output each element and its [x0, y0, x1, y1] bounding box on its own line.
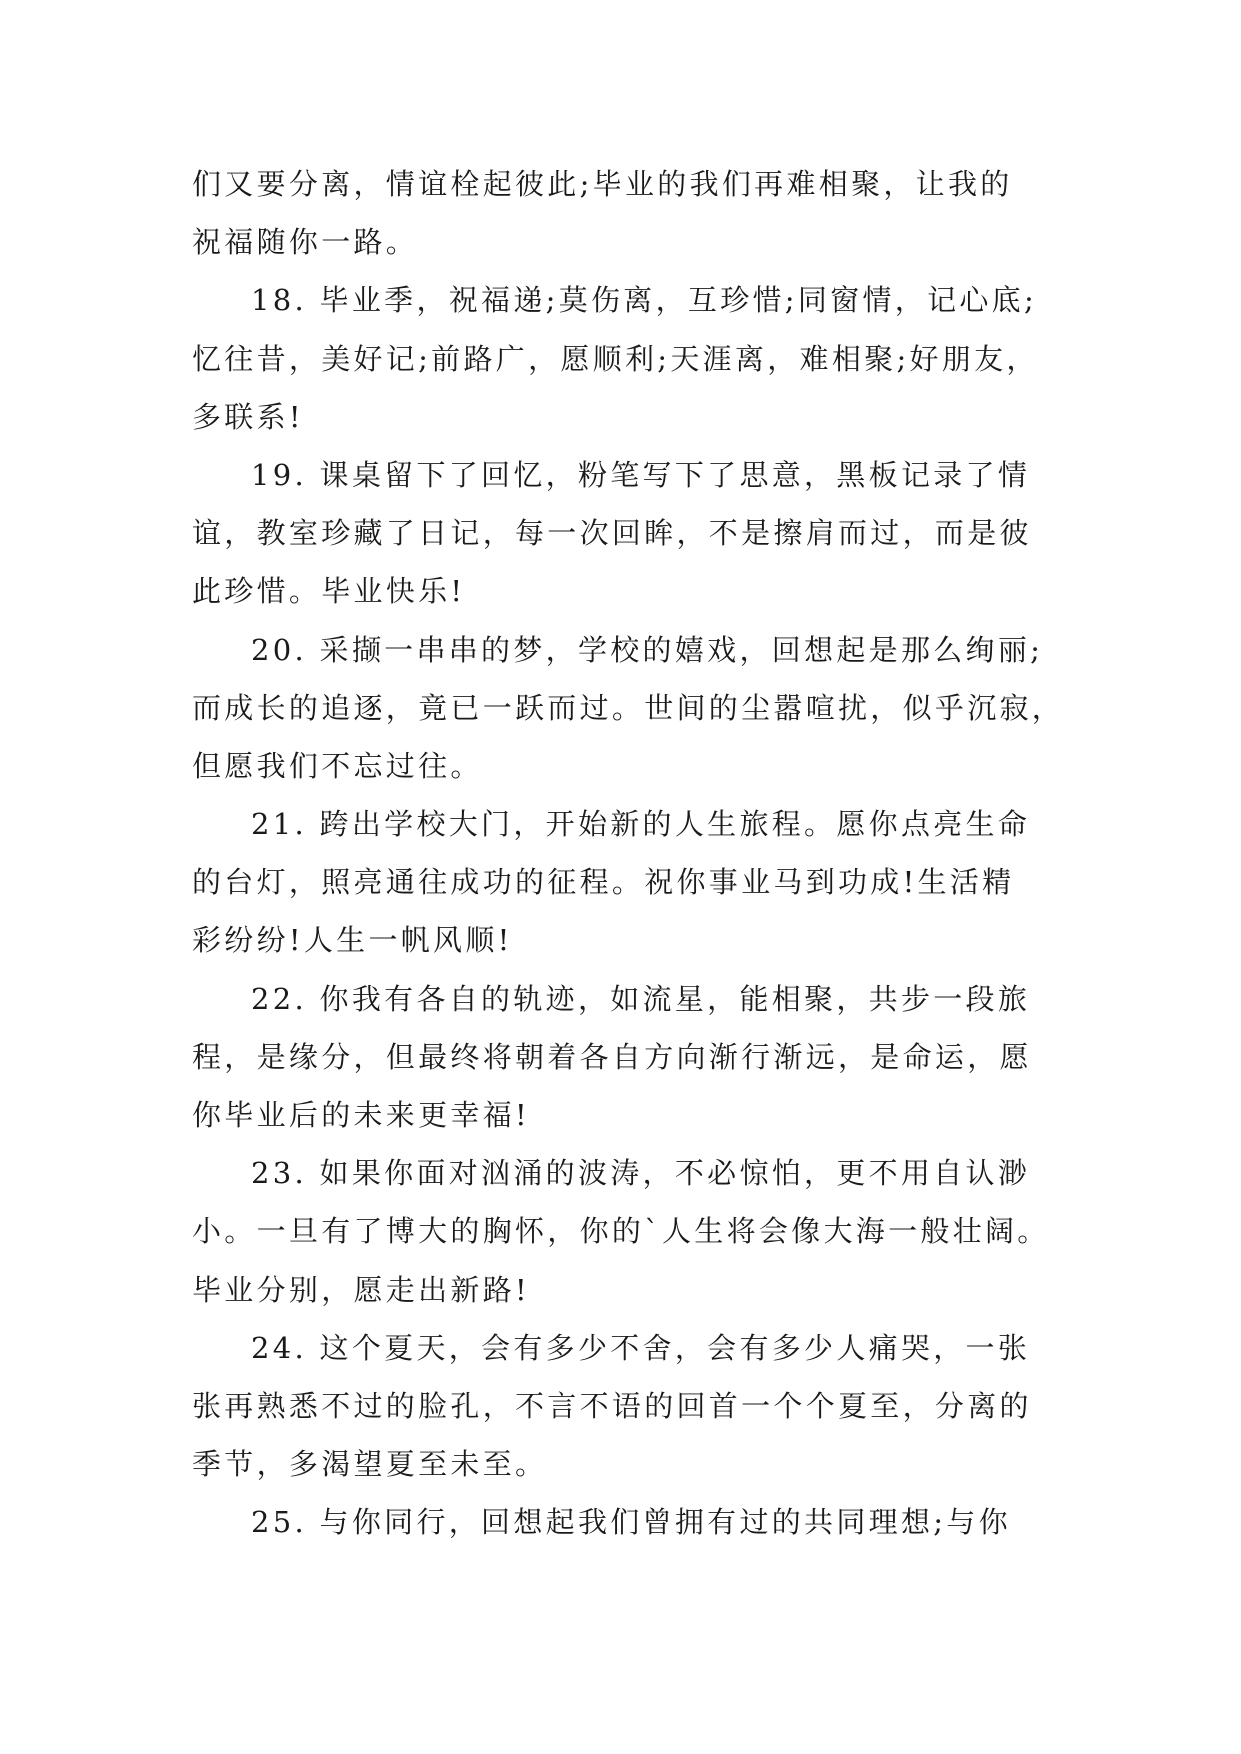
text-line: 张再熟悉不过的脸孔，不言不语的回首一个个夏至，分离的 — [192, 1388, 1032, 1423]
text-line: 忆往昔，美好记;前路广，愿顺利;天涯离，难相聚;好朋友， — [192, 341, 1039, 376]
document-body — [192, 155, 1067, 1552]
text-line: 多联系! — [192, 399, 304, 434]
paragraph-18-start: 18. 毕业季，祝福递;莫伤离，互珍惜;同窗情，记心底; — [251, 283, 1038, 318]
text-line: 彩纷纷!人生一帆风顺! — [192, 923, 513, 958]
paragraph-22-start: 22. 你我有各自的轨迹，如流星，能相聚，共步一段旅 — [251, 981, 1031, 1016]
text-line: 小。一旦有了博大的胸怀，你的`人生将会像大海一般壮阔。 — [192, 1214, 1050, 1249]
text-line: 而成长的追逐，竟已一跃而过。世间的尘嚣喧扰，似乎沉寂， — [192, 690, 1065, 725]
paragraph-25-start: 25. 与你同行，回想起我们曾拥有过的共同理想;与你 — [251, 1505, 1011, 1540]
text-line: 此珍惜。毕业快乐! — [192, 574, 466, 609]
paragraph-20-start: 20. 采撷一串串的梦，学校的嬉戏，回想起是那么绚丽; — [251, 632, 1044, 667]
text-line: 祝福随你一路。 — [192, 225, 419, 260]
text-line: 但愿我们不忘过往。 — [192, 748, 483, 783]
paragraph-23-start: 23. 如果你面对汹涌的波涛，不必惊怕，更不用自认渺 — [251, 1156, 1031, 1191]
paragraph-24-start: 24. 这个夏天，会有多少不舍，会有多少人痛哭，一张 — [251, 1330, 1031, 1365]
text-line: 你毕业后的未来更幸福! — [192, 1098, 530, 1132]
text-line: 的台灯，照亮通往成功的征程。祝你事业马到功成!生活精 — [192, 865, 1015, 900]
paragraph-21-start: 21. 跨出学校大门，开始新的人生旅程。愿你点亮生命 — [251, 807, 1031, 842]
text-line: 们又要分离，情谊栓起彼此;毕业的我们再难相聚，让我的 — [192, 167, 1013, 201]
text-line: 谊，教室珍藏了日记，每一次回眸，不是擦肩而过，而是彼 — [192, 516, 1032, 551]
paragraph-19-start: 19. 课桌留下了回忆，粉笔写下了思意，黑板记录了情 — [251, 457, 1031, 492]
text-line: 毕业分别，愿走出新路! — [192, 1272, 530, 1307]
text-line: 程，是缘分，但最终将朝着各自方向渐行渐远，是命运，愿 — [192, 1039, 1032, 1074]
text-line: 季节，多渴望夏至未至。 — [192, 1447, 548, 1482]
